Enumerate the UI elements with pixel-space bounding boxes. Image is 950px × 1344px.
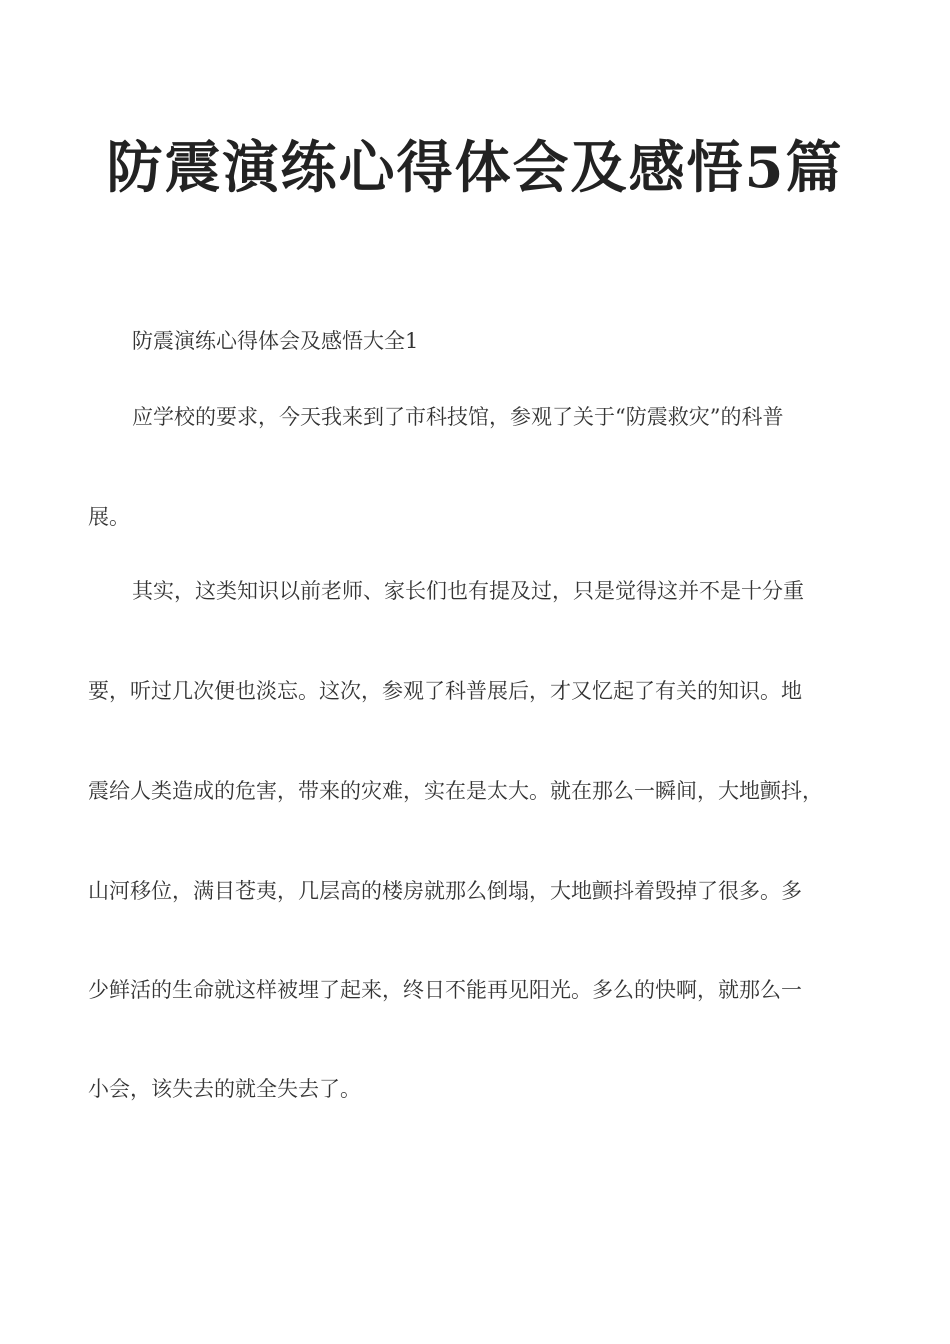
paragraph-line: 小会，该失去的就全失去了。 [88, 1077, 361, 1101]
paragraph-line: 应学校的要求，今天我来到了市科技馆，参观了关于“防震救灾”的科普 [132, 405, 784, 429]
document-title: 防震演练心得体会及感悟5篇 [106, 135, 844, 201]
section-heading: 防震演练心得体会及感悟大全1 [132, 329, 419, 353]
paragraph-line: 要，听过几次便也淡忘。这次，参观了科普展后，才又忆起了有关的知识。地 [88, 679, 802, 703]
paragraph-line: 山河移位，满目苍夷，几层高的楼房就那么倒塌，大地颤抖着毁掉了很多。多 [88, 879, 802, 903]
paragraph-line: 展。 [88, 505, 130, 529]
paragraph-line: 震给人类造成的危害，带来的灾难，实在是太大。就在那么一瞬间，大地颤抖， [88, 779, 823, 803]
paragraph-line: 其实，这类知识以前老师、家长们也有提及过，只是觉得这并不是十分重 [132, 579, 804, 603]
paragraph-line: 少鲜活的生命就这样被埋了起来，终日不能再见阳光。多么的快啊，就那么一 [88, 978, 802, 1002]
